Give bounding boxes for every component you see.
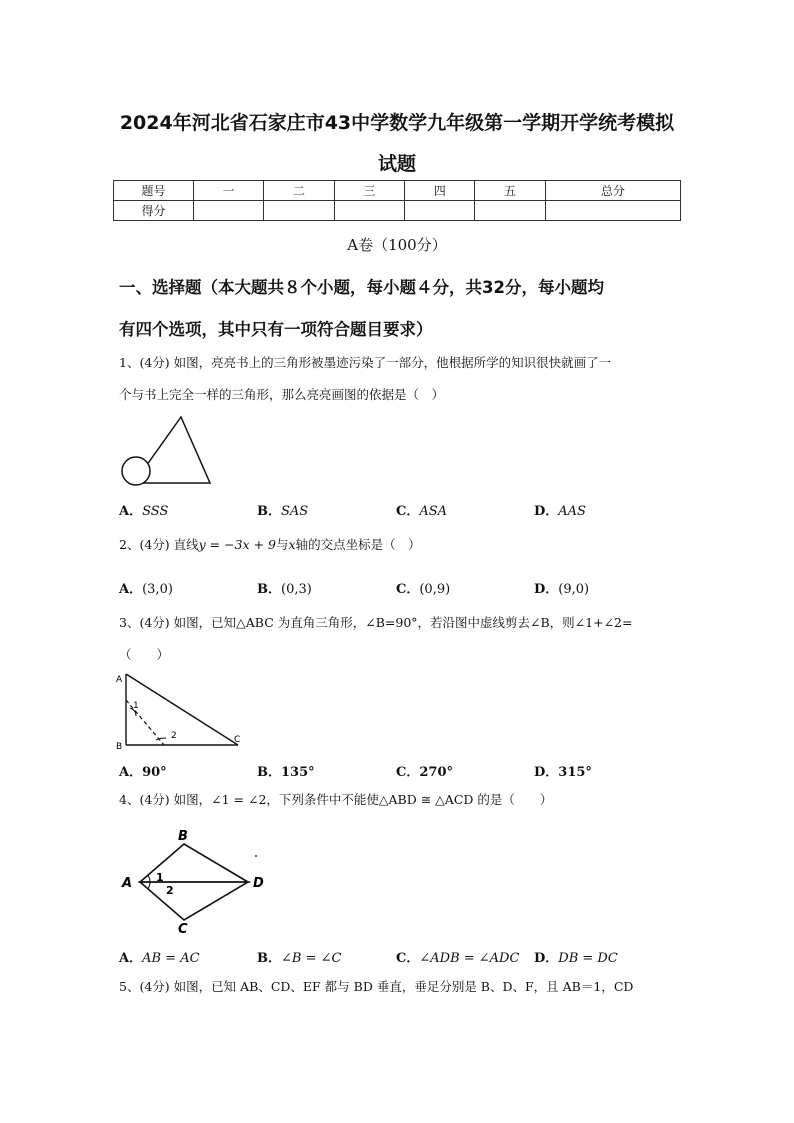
ink-blot <box>122 457 150 485</box>
option-d[interactable] <box>534 947 618 966</box>
side-ac <box>126 674 241 745</box>
angle-2-arc <box>156 738 166 740</box>
question-4-figure <box>118 826 278 936</box>
option-label: D． <box>534 765 559 780</box>
table-header-cell: 总分 <box>545 181 680 201</box>
question-1-line1: 1、(4分) 如图，亮亮书上的三角形被墨迹污染了一部分，他根据所学的知识很快就画了一 <box>119 355 612 370</box>
score-table <box>113 180 681 221</box>
option-value: 270° <box>419 765 453 780</box>
option-value: 90° <box>142 765 167 780</box>
option-label: C． <box>396 504 420 519</box>
question-2-equation: y = −3x + 9 <box>198 537 276 552</box>
question-3-line2: （ ） <box>119 647 170 662</box>
question-2-middle: 与 <box>275 537 289 552</box>
question-3-line1: 3、(4分) 如图，已知△ABC 为直角三角形，∠B=90°，若沿图中虚线剪去∠B，则∠1+∠2= <box>119 615 633 630</box>
question-5-text <box>119 971 679 1003</box>
section-heading-line2: 有四个选项，其中只有一项符合题目要求） <box>119 320 433 339</box>
question-3-text <box>119 607 679 671</box>
option-label: C． <box>396 765 420 780</box>
option-label: D． <box>534 582 559 597</box>
option-label: B． <box>257 951 281 966</box>
vertex-a-label: A <box>116 675 123 685</box>
option-value: AAS <box>558 504 586 519</box>
option-b[interactable] <box>257 947 341 966</box>
vertex-c-label: C <box>234 735 241 745</box>
option-label: D． <box>534 504 559 519</box>
vertex-b-label: B <box>116 742 123 752</box>
option-label: A． <box>119 951 143 966</box>
angle-2-label: 2 <box>171 731 177 741</box>
question-2-suffix: 轴的交点坐标是（ ） <box>295 537 421 552</box>
angle-1-label: 1 <box>156 871 164 884</box>
option-label: A． <box>119 765 143 780</box>
table-cell <box>545 201 680 221</box>
option-value: ASA <box>419 504 448 519</box>
option-b[interactable] <box>257 500 308 519</box>
table-row <box>114 181 681 201</box>
question-1-line2: 个与书上完全一样的三角形，那么亮亮画图的依据是（ ） <box>119 387 445 402</box>
angle-2-label: 2 <box>166 884 174 897</box>
table-header-cell: 二 <box>264 181 334 201</box>
option-value: 135° <box>281 765 315 780</box>
question-1-text <box>119 347 679 411</box>
option-label: B． <box>257 582 281 597</box>
option-c[interactable] <box>396 761 453 780</box>
option-value: 315° <box>558 765 592 780</box>
paper-section-heading: A卷（100分） <box>347 236 447 254</box>
option-value: (3,0) <box>142 582 173 597</box>
angle-1-label: 1 <box>133 701 139 711</box>
vertex-b-label: B <box>178 829 188 844</box>
table-header-cell: 题号 <box>114 181 194 201</box>
option-b[interactable] <box>257 761 315 780</box>
table-row <box>114 201 681 221</box>
option-b[interactable] <box>257 578 312 597</box>
table-header-cell: 一 <box>194 181 264 201</box>
option-label: B． <box>257 765 281 780</box>
option-c[interactable] <box>396 578 450 597</box>
option-value: SSS <box>142 504 169 519</box>
option-label: D． <box>534 951 559 966</box>
table-cell <box>475 201 545 221</box>
option-value: SAS <box>281 504 309 519</box>
question-1-figure <box>118 412 218 490</box>
option-d[interactable] <box>534 578 589 597</box>
table-row-label: 得分 <box>114 201 194 221</box>
option-label: B． <box>257 504 281 519</box>
option-a[interactable] <box>119 500 168 519</box>
table-cell <box>194 201 264 221</box>
option-value: (9,0) <box>558 582 590 597</box>
option-a[interactable] <box>119 578 173 597</box>
option-value: AB = AC <box>142 951 200 966</box>
cut-line <box>126 700 164 745</box>
option-value: ∠ADB = ∠ADC <box>419 951 520 966</box>
option-value: (0,3) <box>281 582 312 597</box>
section-heading-line1: 一、选择题（本大题共８个小题，每小题４分，共32分，每小题均 <box>119 278 604 297</box>
option-d[interactable] <box>534 500 586 519</box>
question-5-line1: 5、(4分) 如图，已知 AB、CD、EF 都与 BD 垂直，垂足分别是 B、D、F，且 AB＝1，CD <box>119 979 634 994</box>
question-4-line1: 4、(4分) 如图，∠1 = ∠2，下列条件中不能使△ABD ≅ △ACD 的是（ ） <box>119 792 553 807</box>
option-label: C． <box>396 951 420 966</box>
option-d[interactable] <box>534 761 592 780</box>
question-3-figure <box>116 668 246 752</box>
option-value: DB = DC <box>558 951 618 966</box>
question-2-text <box>119 529 679 561</box>
vertex-a-label: A <box>122 876 133 891</box>
option-c[interactable] <box>396 500 447 519</box>
table-header-cell: 四 <box>405 181 475 201</box>
stray-dot <box>255 855 257 857</box>
option-value: (0,9) <box>419 582 451 597</box>
table-header-cell: 三 <box>334 181 404 201</box>
vertex-d-label: D <box>253 876 264 891</box>
option-label: C． <box>396 582 420 597</box>
page-title: 2024年河北省石家庄市43中学数学九年级第一学期开学统考模拟 <box>119 112 675 134</box>
triangle-acd <box>140 882 248 920</box>
question-4-text <box>119 784 679 816</box>
question-2-prefix: 2、(4分) 直线 <box>119 537 199 552</box>
option-label: A． <box>119 504 143 519</box>
table-header-cell: 五 <box>475 181 545 201</box>
vertex-c-label: C <box>178 922 188 936</box>
page-title-continued: 试题 <box>377 153 416 175</box>
option-c[interactable] <box>396 947 519 966</box>
option-a[interactable] <box>119 947 200 966</box>
question-2-axis: x <box>288 537 296 552</box>
option-value: ∠B = ∠C <box>281 951 342 966</box>
option-a[interactable] <box>119 761 167 780</box>
table-cell <box>264 201 334 221</box>
table-cell <box>405 201 475 221</box>
option-label: A． <box>119 582 143 597</box>
table-cell <box>334 201 404 221</box>
